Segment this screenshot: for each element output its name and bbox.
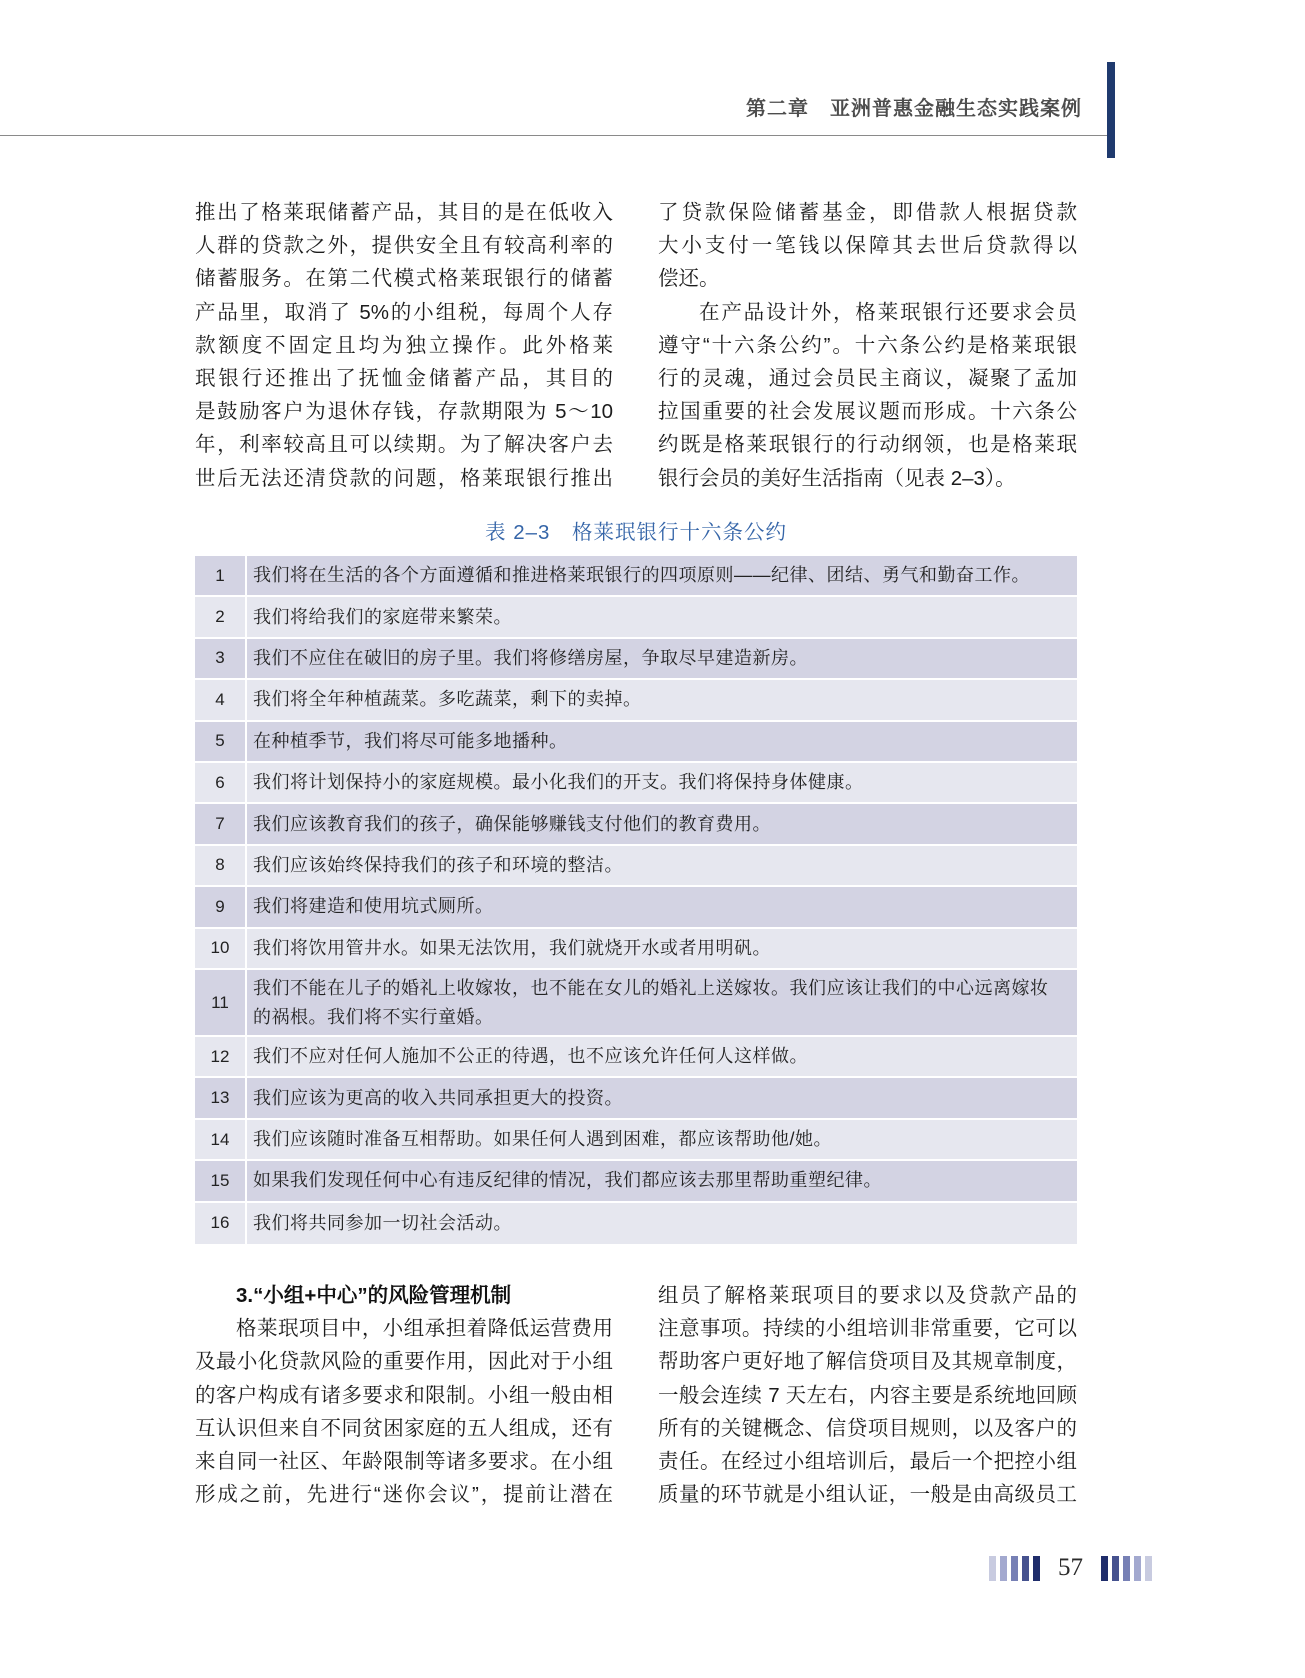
row-text: 我们将给我们的家庭带来繁荣。 [253,606,512,627]
page-marker-bar [1033,1556,1040,1581]
row-text-cell [247,1203,1077,1244]
row-number: 10 [195,929,247,968]
paragraph-line: 帮助客户更好地了解信贷项目及其规章制度， [658,1350,1077,1374]
page-number: 57 [1058,1554,1083,1581]
row-text: 我们将全年种植蔬菜。多吃蔬菜，剩下的卖掉。 [253,689,642,710]
row-number: 6 [195,763,247,802]
header-accent-bar [1107,62,1115,158]
row-number: 8 [195,846,247,885]
row-number: 16 [195,1203,247,1244]
page-marker-bar [1000,1556,1007,1581]
paragraph-line: 格莱珉项目中，小组承担着降低运营费用 [236,1317,613,1341]
row-text-cell [247,929,1077,968]
paragraph-line: 推出了格莱珉储蓄产品，其目的是在低收入 [195,201,613,224]
paragraph-line: 大小支付一笔钱以保障其去世后贷款得以 [658,234,1077,258]
table-caption: 表 2–3 格莱珉银行十六条公约 [485,521,787,544]
paragraph-line: 行的灵魂，通过会员民主商议，凝聚了孟加 [658,366,1077,390]
row-text: 我们将共同参加一切社会活动。 [253,1212,512,1233]
row-number: 9 [195,887,247,926]
row-text: 如果我们发现任何中心有违反纪律的情况，我们都应该去那里帮助重塑纪律。 [253,1170,882,1191]
paragraph-line: 款额度不固定且均为独立操作。此外格莱 [195,333,613,357]
row-text: 我们将建造和使用坑式厕所。 [253,896,494,917]
paragraph-line: 人群的贷款之外，提供安全且有较高利率的 [195,234,613,258]
page-marker-left [989,1556,1040,1581]
table-row [195,1203,1077,1244]
paragraph-line: 一般会连续 7 天左右，内容主要是系统地回顾 [658,1383,1077,1407]
row-text-cell [247,639,1077,678]
row-text: 我们将计划保持小的家庭规模。最小化我们的开支。我们将保持身体健康。 [253,772,864,793]
row-text: 在种植季节，我们将尽可能多地播种。 [253,730,568,751]
top-right-column [658,196,1077,495]
paragraph-line: 年，利率较高且可以续期。为了解决客户去 [195,433,613,457]
paragraph-line: 拉国重要的社会发展议题而形成。十六条公 [658,400,1077,424]
table-row [195,970,1077,1037]
top-left-column [195,196,613,495]
row-text: 我们不能在儿子的婚礼上收嫁妆，也不能在女儿的婚礼上送嫁妆。我们应该让我们的中心远离嫁妆的祸根。我们将不实行童婚。 [253,977,1049,1027]
paragraph-line: 注意事项。持续的小组培训非常重要，它可以 [658,1317,1077,1341]
bottom-right-column [658,1279,1077,1511]
row-text: 我们将饮用管井水。如果无法饮用，我们就烧开水或者用明矾。 [253,937,771,958]
row-text-cell [247,1037,1077,1076]
row-number: 4 [195,680,247,719]
page-marker-bar [989,1556,996,1581]
paragraph-line: 储蓄服务。在第二代模式格莱珉银行的储蓄 [195,267,613,291]
table-row [195,887,1077,928]
row-text-cell [247,804,1077,843]
paragraph-line: 互认识但来自不同贫困家庭的五人组成，还有 [195,1416,613,1440]
page-marker-bar [1145,1556,1152,1581]
paragraph-line: 所有的关键概念、信贷项目规则，以及客户的 [658,1416,1077,1440]
row-number: 2 [195,597,247,636]
row-number: 12 [195,1037,247,1076]
row-text: 我们不应对任何人施加不公正的待遇，也不应该允许任何人这样做。 [253,1046,808,1067]
row-number: 14 [195,1120,247,1159]
table-row [195,1120,1077,1161]
page-marker-bar [1022,1556,1029,1581]
paragraph-line: 约既是格莱珉银行的行动纲领，也是格莱珉 [658,433,1077,457]
section-heading: 3.“小组+中心”的风险管理机制 [236,1284,512,1307]
table-row [195,1161,1077,1202]
row-text-cell [247,556,1077,595]
paragraph-line: 了贷款保险储蓄基金，即借款人根据贷款 [658,201,1077,224]
table-row [195,556,1077,597]
paragraph-line: 银行会员的美好生活指南（见表 2–3）。 [658,466,1016,490]
paragraph-line: 在产品设计外，格莱珉银行还要求会员 [699,300,1077,324]
paragraph-line: 组员了解格莱珉项目的要求以及贷款产品的 [658,1284,1077,1307]
table-row [195,763,1077,804]
row-number: 13 [195,1078,247,1117]
row-text: 我们应该教育我们的孩子，确保能够赚钱支付他们的教育费用。 [253,813,771,834]
pledges-table [195,556,1077,1244]
table-row [195,1037,1077,1078]
table-row [195,639,1077,680]
row-text: 我们应该始终保持我们的孩子和环境的整洁。 [253,854,623,875]
row-number: 5 [195,722,247,761]
row-text: 我们不应住在破旧的房子里。我们将修缮房屋，争取尽早建造新房。 [253,647,808,668]
bottom-left-column [195,1279,613,1511]
paragraph-line: 是鼓励客户为退休存钱，存款期限为 5～10 [195,400,613,424]
row-text-cell [247,597,1077,636]
paragraph-line: 遵守“十六条公约”。十六条公约是格莱珉银 [658,333,1077,357]
page-marker-bar [1112,1556,1119,1581]
table-row [195,846,1077,887]
row-text: 我们应该随时准备互相帮助。如果任何人遇到困难，都应该帮助他/她。 [253,1129,832,1150]
row-text-cell [247,1161,1077,1200]
row-text-cell [247,680,1077,719]
table-row [195,680,1077,721]
row-text: 我们应该为更高的收入共同承担更大的投资。 [253,1087,623,1108]
row-text: 我们将在生活的各个方面遵循和推进格莱珉银行的四项原则——纪律、团结、勇气和勤奋工作。 [253,565,1030,586]
paragraph-line: 形成之前，先进行“迷你会议”，提前让潜在 [195,1483,613,1507]
table-row [195,722,1077,763]
page-marker-bar [1123,1556,1130,1581]
row-number: 1 [195,556,247,595]
paragraph-line: 责任。在经过小组培训后，最后一个把控小组 [658,1449,1077,1473]
running-header [746,94,1082,124]
page-marker-bar [1101,1556,1108,1581]
table-row [195,929,1077,970]
paragraph-line: 产品里，取消了 5%的小组税，每周个人存 [195,300,613,324]
paragraph-line: 世后无法还清贷款的问题，格莱珉银行推出 [195,466,613,490]
paragraph-line: 偿还。 [658,267,720,291]
page-marker-bar [1011,1556,1018,1581]
row-text-cell [247,1078,1077,1117]
paragraph-line: 来自同一社区、年龄限制等诸多要求。在小组 [195,1449,613,1473]
row-text-cell [247,763,1077,802]
row-text-cell [247,722,1077,761]
header-rule [0,135,1107,136]
row-text-cell [247,1120,1077,1159]
table-row [195,597,1077,638]
row-text-cell [247,887,1077,926]
row-number: 11 [195,970,247,1035]
paragraph-line: 及最小化贷款风险的重要作用，因此对于小组 [195,1350,613,1374]
table-row [195,1078,1077,1119]
row-text-cell [247,970,1077,1035]
row-text-cell [247,846,1077,885]
table-row [195,804,1077,845]
paragraph-line: 珉银行还推出了抚恤金储蓄产品，其目的 [195,366,613,390]
row-number: 3 [195,639,247,678]
row-number: 7 [195,804,247,843]
page-marker-bar [1134,1556,1141,1581]
chapter-title: 第二章 亚洲普惠金融生态实践案例 [746,98,1082,120]
paragraph-line: 质量的环节就是小组认证，一般是由高级员工 [658,1483,1077,1507]
page-marker-right [1101,1556,1152,1581]
paragraph-line: 的客户构成有诸多要求和限制。小组一般由相 [195,1383,613,1407]
row-number: 15 [195,1161,247,1200]
